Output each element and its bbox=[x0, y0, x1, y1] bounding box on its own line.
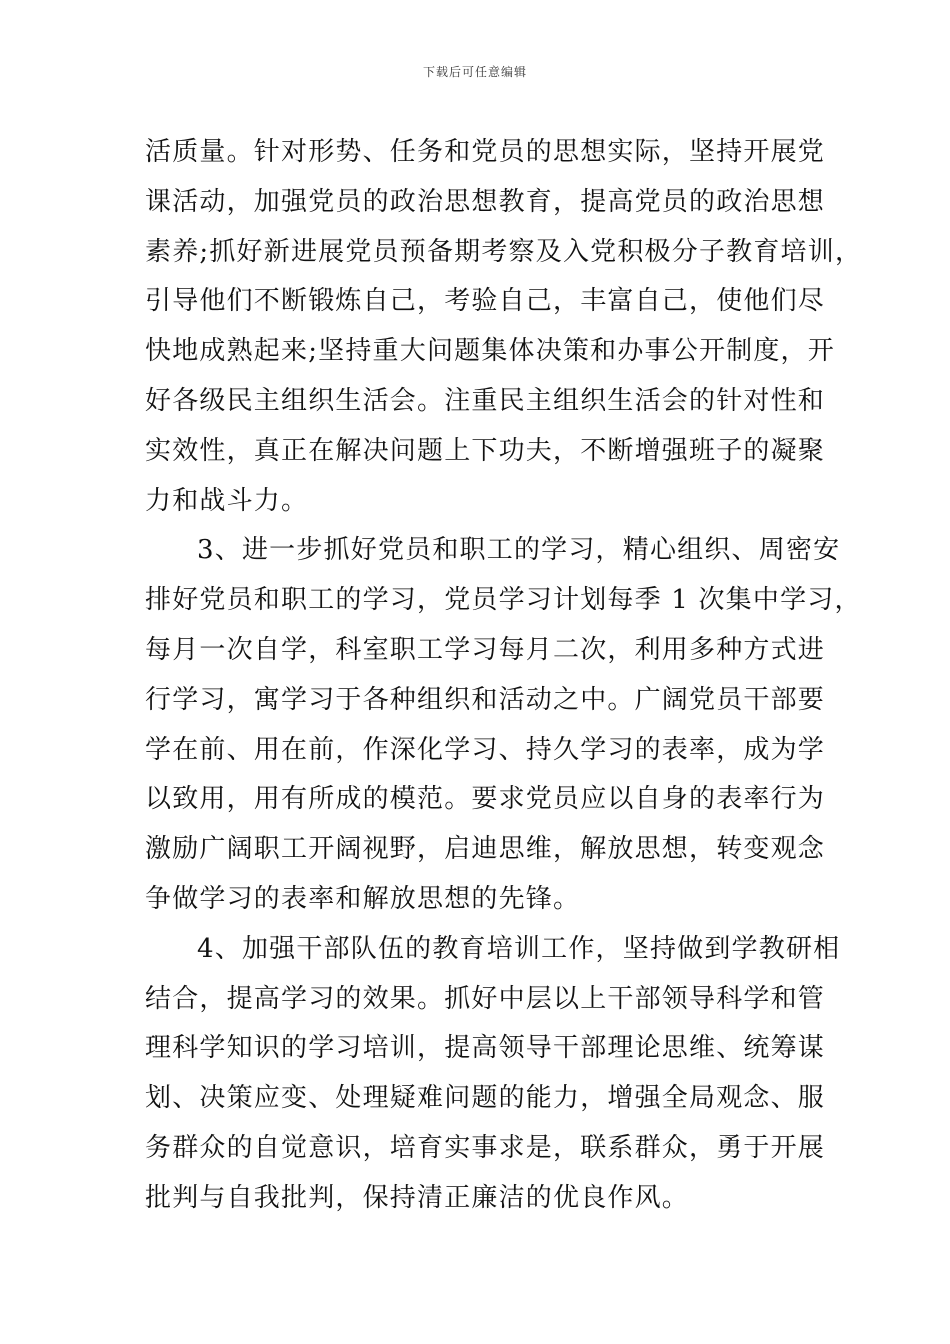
text-line: 以致用，用有所成的模范。要求党员应以自身的表率行为 bbox=[145, 784, 826, 815]
text-line: 课活动，加强党员的政治思想教育，提高党员的政治思想 bbox=[145, 186, 826, 217]
text-line: 实效性，真正在解决问题上下功夫，不断增强班子的凝聚 bbox=[145, 435, 826, 466]
text-line: 快地成熟起来;坚持重大问题集体决策和办事公开制度，开 bbox=[145, 336, 835, 367]
document-body bbox=[145, 128, 863, 1224]
text-line: 排好党员和职工的学习，党员学习计划每季 1 次集中学习， bbox=[145, 585, 862, 616]
text-line: 活质量。针对形势、任务和党员的思想实际，坚持开展党 bbox=[145, 137, 826, 167]
text-line: 激励广阔职工开阔视野，启迪思维，解放思想，转变观念 bbox=[145, 834, 826, 865]
text-line: 好各级民主组织生活会。注重民主组织生活会的针对性和 bbox=[145, 385, 826, 416]
text-line: 素养;抓好新进展党员预备期考察及入党积极分子教育培训， bbox=[145, 236, 863, 267]
text-line: 划、决策应变、处理疑难问题的能力，增强全局观念、服 bbox=[145, 1083, 826, 1114]
text-line: 理科学知识的学习培训，提高领导干部理论思维、统筹谋 bbox=[145, 1033, 826, 1064]
text-line: 学在前、用在前，作深化学习、持久学习的表率，成为学 bbox=[145, 734, 826, 765]
text-line: 每月一次自学，科室职工学习每月二次，利用多种方式进 bbox=[145, 634, 826, 665]
text-line: 行学习，寓学习于各种组织和活动之中。广阔党员干部要 bbox=[145, 684, 826, 715]
text-line: 批判与自我批判，保持清正廉洁的优良作风。 bbox=[145, 1182, 690, 1213]
text-line: 争做学习的表率和解放思想的先锋。 bbox=[145, 883, 581, 914]
paragraph-first-line: 3、进一步抓好党员和职工的学习，精心组织、周密安 bbox=[197, 535, 841, 566]
text-line: 力和战斗力。 bbox=[145, 485, 309, 516]
text-line: 结合，提高学习的效果。抓好中层以上干部领导科学和管 bbox=[145, 983, 826, 1014]
text-line: 引导他们不断锻炼自己，考验自己，丰富自己，使他们尽 bbox=[145, 286, 826, 317]
text-line: 务群众的自觉意识，培育实事求是，联系群众，勇于开展 bbox=[145, 1132, 826, 1163]
page-header: 下载后可任意编辑 bbox=[422, 65, 527, 79]
paragraph-first-line: 4、加强干部队伍的教育培训工作，坚持做到学教研相 bbox=[197, 933, 841, 964]
